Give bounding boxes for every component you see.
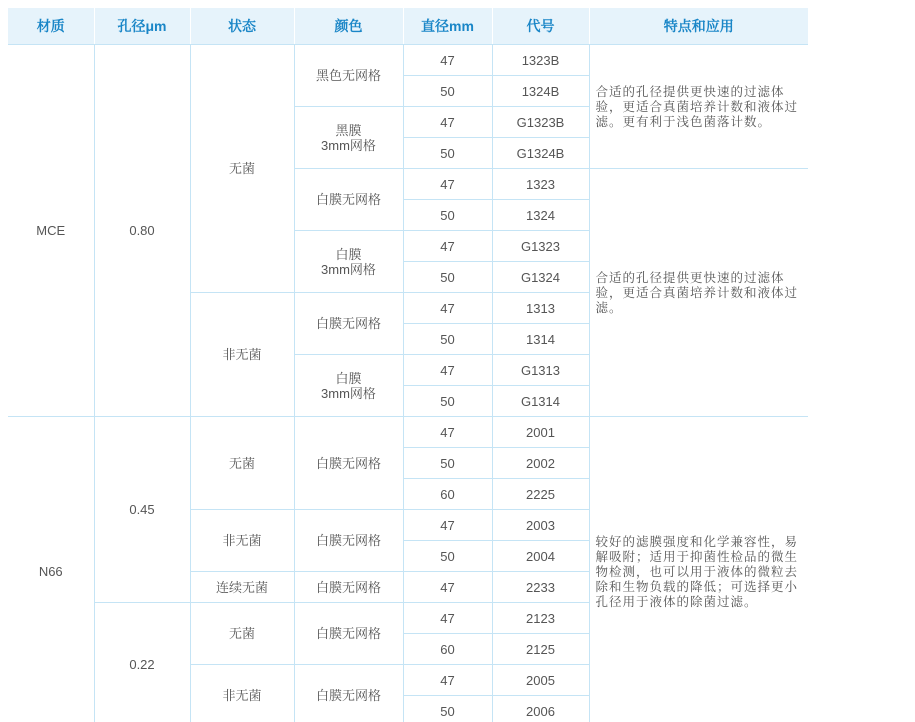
color-line: 3mm网格: [321, 385, 376, 401]
diameter-cell: 50: [403, 696, 492, 722]
color-cell: 白膜无网格: [294, 169, 403, 231]
diameter-cell: 47: [403, 665, 492, 696]
table-header-row: [8, 8, 808, 45]
state-cell: 无菌: [190, 603, 294, 665]
product-table-page: [8, 8, 808, 722]
diameter-cell: 47: [403, 231, 492, 262]
code-cell: G1324B: [492, 138, 589, 169]
diameter-cell: 47: [403, 293, 492, 324]
diameter-cell: 50: [403, 200, 492, 231]
state-cell: 非无菌: [190, 510, 294, 572]
material-cell: N66: [8, 417, 94, 722]
diameter-cell: 60: [403, 634, 492, 665]
code-cell: G1324: [492, 262, 589, 293]
header-material: 材质: [8, 8, 94, 45]
feature-cell: 合适的孔径提供更快速的过滤体验，更适合真菌培养计数和液体过滤。更有利于浅色菌落计数。: [589, 45, 808, 169]
color-cell: 白膜无网格: [294, 603, 403, 665]
diameter-cell: 47: [403, 107, 492, 138]
diameter-cell: 50: [403, 448, 492, 479]
color-line: 白膜: [335, 370, 362, 386]
header-code: 代号: [492, 8, 589, 45]
diameter-cell: 60: [403, 479, 492, 510]
code-cell: 2003: [492, 510, 589, 541]
code-cell: 1313: [492, 293, 589, 324]
diameter-cell: 50: [403, 138, 492, 169]
header-pore-size: 孔径μm: [94, 8, 190, 45]
color-line: 3mm网格: [321, 137, 376, 153]
state-cell: 无菌: [190, 417, 294, 510]
code-cell: G1323B: [492, 107, 589, 138]
header-color: 颜色: [294, 8, 403, 45]
feature-cell: 较好的滤膜强度和化学兼容性，易解吸附；适用于抑菌性检品的微生物检测，也可以用于液体的微粒去除和生物负载的降低；可选择更小孔径用于液体的除菌过滤。: [589, 417, 808, 722]
diameter-cell: 50: [403, 324, 492, 355]
filter-membrane-table: [8, 8, 808, 722]
diameter-cell: 50: [403, 386, 492, 417]
color-cell: 白膜无网格: [294, 293, 403, 355]
code-cell: G1314: [492, 386, 589, 417]
state-cell: 非无菌: [190, 293, 294, 417]
code-cell: 1324: [492, 200, 589, 231]
diameter-cell: 47: [403, 169, 492, 200]
code-cell: 2006: [492, 696, 589, 722]
diameter-cell: 50: [403, 76, 492, 107]
table-row: [8, 417, 808, 448]
state-cell: 无菌: [190, 45, 294, 293]
code-cell: 2002: [492, 448, 589, 479]
code-cell: 1323: [492, 169, 589, 200]
color-cell: [294, 231, 403, 293]
code-cell: 1323B: [492, 45, 589, 76]
header-diameter: 直径mm: [403, 8, 492, 45]
pore-cell: 0.45: [94, 417, 190, 603]
pore-cell: 0.22: [94, 603, 190, 722]
color-cell: [294, 107, 403, 169]
material-cell: MCE: [8, 45, 94, 417]
color-line: 白膜: [335, 246, 362, 262]
table-row: [8, 45, 808, 76]
code-cell: 2233: [492, 572, 589, 603]
diameter-cell: 50: [403, 541, 492, 572]
diameter-cell: 47: [403, 572, 492, 603]
code-cell: 2005: [492, 665, 589, 696]
color-cell: 黑色无网格: [294, 45, 403, 107]
state-cell: 非无菌: [190, 665, 294, 722]
color-cell: 白膜无网格: [294, 510, 403, 572]
header-feature: 特点和应用: [589, 8, 808, 45]
code-cell: 2125: [492, 634, 589, 665]
color-cell: 白膜无网格: [294, 665, 403, 722]
diameter-cell: 47: [403, 45, 492, 76]
color-line: 3mm网格: [321, 261, 376, 277]
color-cell: [294, 355, 403, 417]
diameter-cell: 50: [403, 262, 492, 293]
diameter-cell: 47: [403, 417, 492, 448]
code-cell: 2123: [492, 603, 589, 634]
diameter-cell: 47: [403, 603, 492, 634]
code-cell: 2001: [492, 417, 589, 448]
color-cell: 白膜无网格: [294, 572, 403, 603]
code-cell: 2225: [492, 479, 589, 510]
feature-cell: 合适的孔径提供更快速的过滤体验，更适合真菌培养计数和液体过滤。: [589, 169, 808, 417]
color-line: 黑膜: [335, 122, 362, 138]
code-cell: 2004: [492, 541, 589, 572]
code-cell: G1323: [492, 231, 589, 262]
diameter-cell: 47: [403, 355, 492, 386]
code-cell: G1313: [492, 355, 589, 386]
pore-cell: 0.80: [94, 45, 190, 417]
diameter-cell: 47: [403, 510, 492, 541]
code-cell: 1324B: [492, 76, 589, 107]
color-cell: 白膜无网格: [294, 417, 403, 510]
code-cell: 1314: [492, 324, 589, 355]
header-state: 状态: [190, 8, 294, 45]
state-cell: 连续无菌: [190, 572, 294, 603]
